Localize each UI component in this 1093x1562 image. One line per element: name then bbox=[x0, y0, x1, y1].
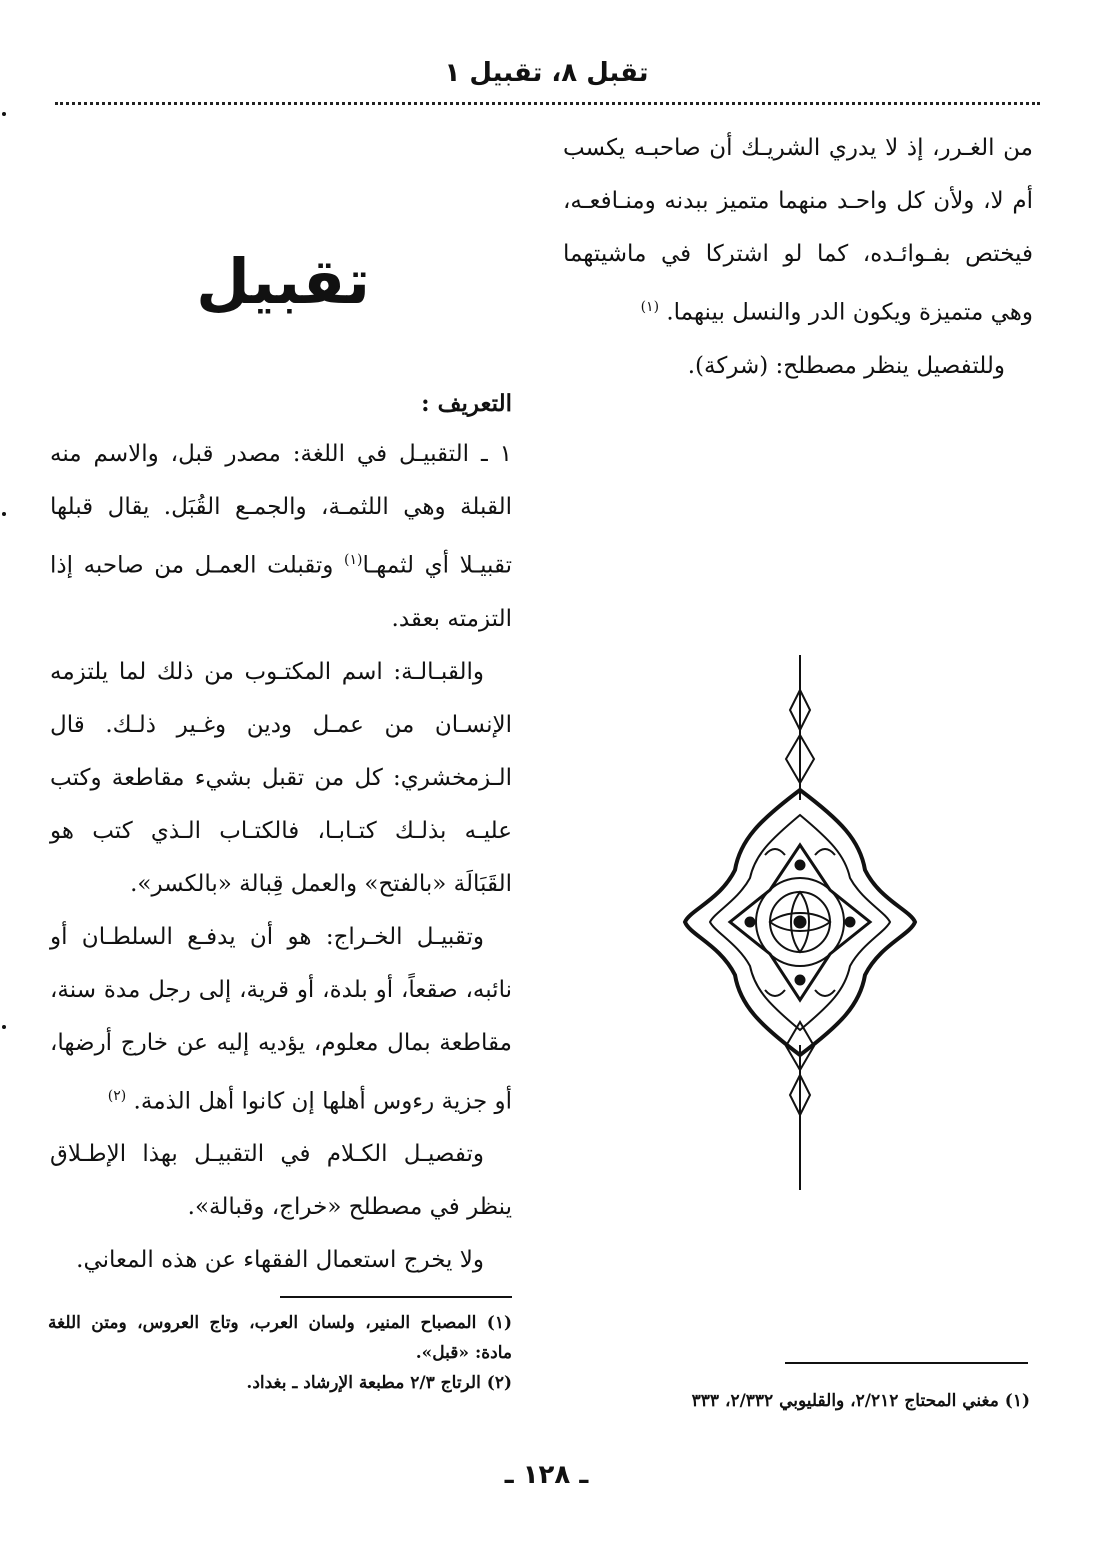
right-column bbox=[563, 122, 1033, 393]
footnote-item: (٢) الرتاج ٢/٣ مطبعة الإرشاد ـ بغداد. bbox=[246, 1373, 512, 1393]
left-paragraph-5: ولا يخرج استعمال الفقهاء عن هذه المعاني. bbox=[76, 1247, 484, 1274]
left-paragraph-3-text: وتقبيـل الخـراج: هو أن يدفـع السلطـان أو نائبه، صقعاً، أو بلدة، أو قرية، إلى رجل مدة سنة، مقاطعة بمال معلوم، يؤديه إليه عن خارج أرضها، أو جزية رءوس أهلها إن كانوا أهل الذمة. bbox=[50, 923, 512, 1115]
page-header-title: تقبل ٨، تقبيل ١ bbox=[444, 58, 649, 88]
footnote-ref: (١) bbox=[344, 552, 363, 568]
arabesque-ornament-icon bbox=[680, 650, 920, 1195]
page-number: ـ ١٢٨ ـ bbox=[504, 1460, 589, 1490]
footnote-item: (١) المصباح المنير، ولسان العرب، وتاج العروس، ومتن اللغة مادة: «قبل». bbox=[48, 1313, 512, 1363]
header-dotted-rule bbox=[55, 102, 1040, 105]
footnote-separator bbox=[280, 1296, 512, 1298]
footnote-ref: (١) bbox=[640, 299, 660, 315]
scan-mark bbox=[2, 112, 6, 116]
left-paragraph-1-continuation: وتقبلت العمـل من صاحبه إذا التزمته بعقد. bbox=[50, 552, 512, 632]
section-heading: التعريف : bbox=[421, 390, 512, 417]
scan-mark bbox=[2, 1025, 6, 1029]
footnote-ref: (٢) bbox=[107, 1087, 127, 1104]
footnote-item: (١) مغني المحتاج ٢/٢١٢، والقليوبي ٢/٣٣٢، ٣٣٣ bbox=[691, 1391, 1030, 1411]
left-paragraph-3 bbox=[50, 911, 512, 1129]
left-paragraph-1 bbox=[50, 428, 512, 646]
footnotes-left bbox=[48, 1308, 512, 1398]
left-paragraph-4: وتفصيـل الكـلام في التقبيـل بهذا الإطـلاق ينظر في مصطلح «خراج، وقبالة». bbox=[50, 1141, 512, 1221]
scan-mark bbox=[2, 512, 6, 516]
footnotes-right bbox=[560, 1386, 1030, 1416]
left-column bbox=[50, 380, 512, 1287]
right-paragraph-1-text: من الغـرر، إذ لا يدري الشريـك أن صاحبـه يكسب أم لا، ولأن كل واحـد منهما متميز ببدنه ومنـافعـه، فيختص بفـوائـده، كما لو اشتركا في ماشيتهما وهي متميزة ويكون الدر والنسل بينهما. bbox=[563, 135, 1033, 326]
left-paragraph-1-text: ١ ـ التقبيـل في اللغة: مصدر قبل، والاسم منه القبلة وهي اللثمـة، والجمـع القُبَل. يقال قبلها تقبيـلا أي لثمهـا bbox=[50, 441, 512, 579]
footnote-separator bbox=[785, 1362, 1028, 1364]
right-paragraph-2: وللتفصيل ينظر مصطلح: (شركة). bbox=[687, 352, 1005, 379]
left-paragraph-2: والقبـالـة: اسم المكتـوب من ذلك لما يلتزمه الإنسـان من عمـل ودين وغـير ذلـك. قال الـزمخشري: كل من تقبل بشيء مقاطعة وكتب عليـه بذلـك كتـابـا، فالكتـاب الـذي كتب هو القَبَالَة «بالفتح» والعمل قِبالة «بالكسر». bbox=[50, 658, 512, 897]
right-paragraph-1 bbox=[563, 122, 1033, 340]
entry-title: تقبيل bbox=[196, 245, 370, 318]
